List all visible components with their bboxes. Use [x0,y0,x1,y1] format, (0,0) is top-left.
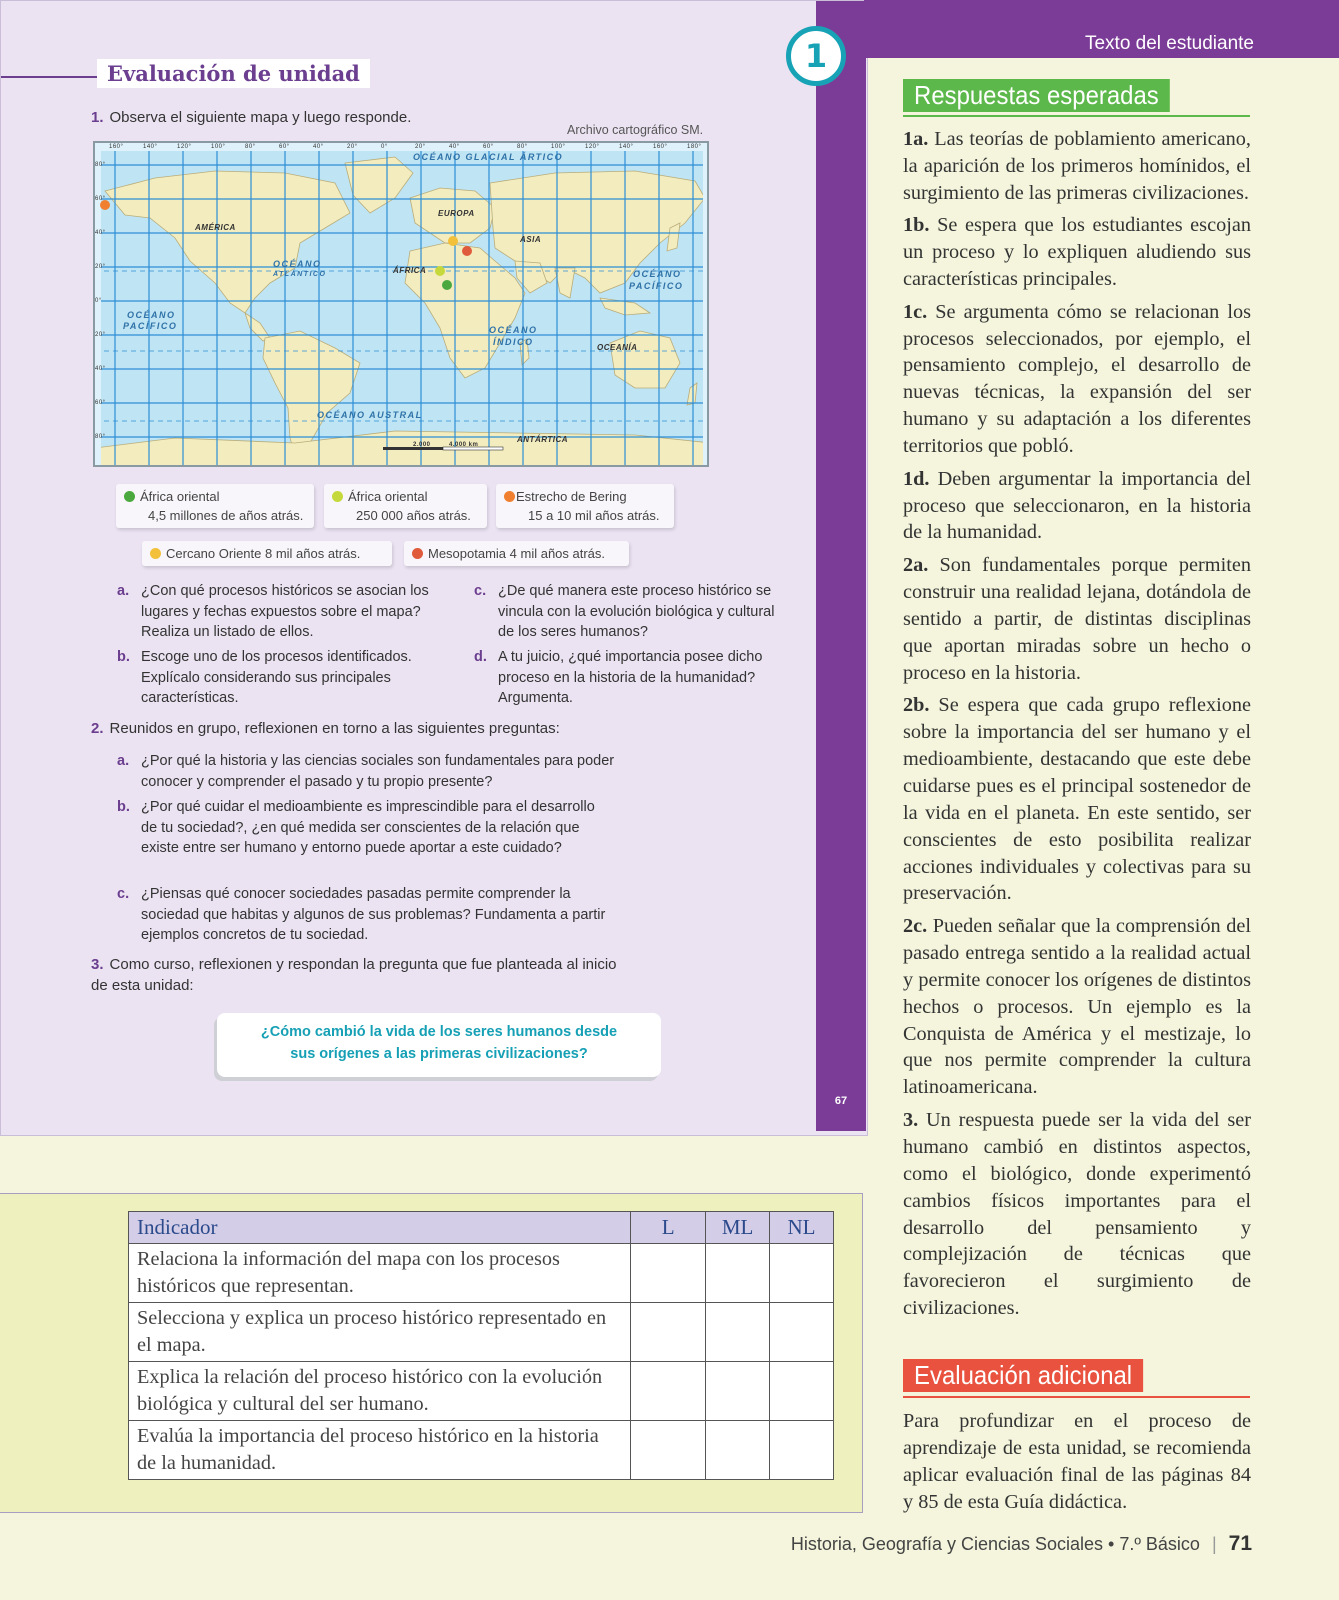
marker-east-africa-250k [435,266,445,276]
legend-bering [496,484,674,528]
rubric-cell-l[interactable] [631,1362,706,1421]
map-label-indian-1: OCÉANO [489,325,538,335]
answer-text: Se espera que los estudiantes escojan un proceso y lo expliquen aludiendo sus características principales. [903,214,1251,291]
guide-header-text: Texto del estudiante [1084,33,1254,54]
lon-tick-label: 40° [313,144,324,150]
map-source: Archivo cartográfico SM. [567,123,704,137]
answer-item [903,466,1251,547]
legend-label: Mesopotamia 4 mil años atrás. [428,546,606,561]
question-text: Observa el siguiente mapa y luego responde. [109,109,412,126]
rubric-cell-l[interactable] [631,1303,706,1362]
rubric-header-nl: NL [770,1212,834,1244]
footer-page-number: 71 [1228,1532,1252,1555]
answer-label: 1a. [903,128,929,150]
lon-tick-label: 100° [211,144,226,150]
question-3 [91,954,631,996]
question-number: 1. [91,109,104,126]
rubric-header-row [129,1212,834,1244]
legend-label: Cercano Oriente 8 mil años atrás. [166,546,361,561]
question-number: 2. [91,720,104,737]
map-label-atlantic-1: OCÉANO [273,259,322,269]
item-text: ¿Por qué la historia y las ciencias sociales son fundamentales para poder conocer y comprender el pasado y tu propio presente? [141,753,615,790]
item-text: ¿De qué manera este proceso histórico se vincula con la evolución biológica y cultural de los seres humanos? [498,583,775,640]
answer-item [903,913,1251,1101]
answer-text: Se argumenta cómo se relacionan los procesos seleccionados, por ejemplo, el pensamiento complejo, el desarrollo de nuevas técnicas, la expansión del ser humano y su adaptación a los diferentes territorios que pobló. [903,300,1251,458]
page-side-band [816,1,866,1131]
question-2c [117,884,621,946]
map-label-antarctica: ANTÁRTICA [517,435,569,444]
rubric-header-ml: ML [706,1212,770,1244]
rubric-header-indicator: Indicador [129,1212,631,1244]
legend-dot-yellow [150,548,161,559]
question-2 [91,718,560,739]
item-text: ¿Piensas qué conocer sociedades pasadas permite comprender la sociedad que habitas y algunos de sus problemas? Fundamenta a partir ejemplos concretos de tu sociedad. [141,886,606,943]
answers-title-rule [903,115,1250,117]
question-text: Reunidos en grupo, reflexionen en torno a las siguientes preguntas: [109,720,560,737]
map-label-austral: OCÉANO AUSTRAL [317,410,423,420]
map-label-indian-2: ÍNDICO [493,337,534,347]
rubric-cell-ml[interactable] [706,1362,770,1421]
item-text: ¿Con qué procesos históricos se asocian los lugares y fechas expuestos sobre el mapa? Realiza un listado de ellos. [141,583,429,640]
lon-tick-label: 120° [177,144,192,150]
answer-item [903,692,1251,907]
lon-tick-label: 80° [517,144,528,150]
rubric-cell-ml[interactable] [706,1421,770,1480]
lon-tick-label: 40° [449,144,460,150]
item-letter: a. [117,753,130,769]
answer-label: 2a. [903,553,929,576]
legend-label: Estrecho de Bering [516,489,627,504]
lon-tick-label: 140° [619,144,634,150]
answer-text: Deben argumentar la importancia del proceso que seleccionaron, en la historia de la humanidad. [903,467,1251,544]
guide-header-bar [864,0,1339,58]
lat-tick-label: 80° [95,434,106,440]
lat-tick-label: 80° [95,162,106,168]
map-label-pacific-west-1: OCÉANO [127,310,176,320]
title-rule [1,76,101,78]
lon-tick-label: 120° [585,144,600,150]
answer-text: Las teorías de poblamiento americano, la aparición de los primeros homínidos, el surgimiento de las primeras civilizaciones. [903,128,1251,204]
map-label-arctic: OCÉANO GLACIAL ÁRTICO [413,152,564,162]
question-text: Como curso, reflexionen y respondan la pregunta que fue planteada al inicio de esta unidad: [91,956,617,994]
legend-east-africa-4-5m [116,484,314,528]
answer-label: 3. [903,1108,919,1131]
lon-tick-label: 0° [381,144,388,150]
answer-item [903,126,1251,207]
rubric-cell-ml[interactable] [706,1244,770,1303]
question-number: 3. [91,956,104,973]
big-question-line-1: ¿Cómo cambió la vida de los seres humanos desde [260,1024,618,1040]
lon-tick-label: 160° [653,144,668,150]
map-scale-end: 4.000 km [449,442,479,448]
item-text: A tu juicio, ¿qué importancia posee dicho proceso en la historia de la humanidad? Argumenta. [498,649,763,706]
footer-separator: | [1211,1534,1217,1554]
lat-tick-label: 40° [95,230,106,236]
rubric-table [128,1211,834,1480]
item-letter: b. [117,649,130,665]
extra-eval-title-rule [903,1396,1250,1398]
item-letter: c. [474,583,487,599]
map-label-europe: EUROPA [438,209,475,218]
answer-text: Un respuesta puede ser la vida del ser humano cambió en distintos aspectos, como el biológico, donde experimentó cambios físicos importantes para el desarrollo del pensamiento y complejización de técnicas que favorecieron el surgimiento de civilizaciones. [903,1108,1251,1320]
legend-dot-red [412,548,423,559]
answer-label: 1b. [903,214,930,237]
item-text: Escoge uno de los procesos identificados. Explícalo considerando sus principales características. [141,649,412,706]
question-2a [117,751,621,792]
map-label-pacific-east-1: OCÉANO [633,269,682,279]
question-1b [117,647,431,709]
legend-dot-lime [332,491,343,502]
map-scale-mid: 2.000 [413,442,431,448]
map-label-africa: ÁFRICA [393,266,427,275]
student-book-page [0,0,868,1136]
answer-item [903,552,1251,687]
question-1 [91,107,411,128]
question-2b [117,797,611,859]
extra-eval-title: Evaluación adicional [903,1359,1143,1392]
map-label-pacific-west-2: PACÍFICO [123,321,178,331]
rubric-indicator: Evalúa la importancia del proceso histórico en la historia de la humanidad. [129,1421,631,1480]
legend-east-africa-250k [324,484,487,528]
lon-tick-label: 20° [415,144,426,150]
evaluation-title: Evaluación de unidad [97,59,370,88]
lat-tick-label: 60° [95,400,106,406]
question-1a [117,581,441,643]
rubric-cell-ml[interactable] [706,1303,770,1362]
marker-east-africa-4-5m [442,280,452,290]
lon-tick-label: 60° [279,144,290,150]
legend-mesopotamia [404,541,629,566]
legend-label: África oriental [348,489,428,504]
rubric-indicator: Relaciona la información del mapa con los procesos históricos que representan. [129,1244,631,1303]
lon-tick-label: 100° [551,144,566,150]
lon-tick-label: 60° [483,144,494,150]
marker-mesopotamia [462,246,472,256]
rubric-cell-nl[interactable] [770,1421,834,1480]
item-letter: a. [117,583,130,599]
answer-text: Se espera que cada grupo reflexione sobre la importancia del ser humano y el medioambiente, destacando que este debe cuidarse pues es el principal sostenedor de la vida en el planeta. En este sentido, ser conscientes de esto posibilita realizar acciones individuales y colectivas para su preservación. [903,694,1252,905]
rubric-cell-l[interactable] [631,1244,706,1303]
rubric-cell-l[interactable] [631,1421,706,1480]
map-right-border [703,143,709,467]
rubric-body [129,1244,834,1480]
answer-label: 2c. [903,914,928,937]
legend-date: 15 a 10 mil años atrás. [528,508,660,523]
item-letter: b. [117,799,130,815]
footer-text: Historia, Geografía y Ciencias Sociales • 7.º Básico [790,1534,1200,1554]
unit-number-badge: 1 [786,26,846,86]
map-label-atlantic-2: ATLÁNTICO [273,271,327,278]
rubric-row [129,1303,834,1362]
student-page-number: 67 [834,1095,848,1107]
rubric-row [129,1362,834,1421]
legend-label: África oriental [140,489,220,504]
rubric-cell-nl[interactable] [770,1244,834,1303]
map-label-america: AMÉRICA [195,223,236,232]
rubric-cell-nl[interactable] [770,1303,834,1362]
rubric-cell-nl[interactable] [770,1362,834,1421]
rubric-indicator: Explica la relación del proceso histórico con la evolución biológica y cultural del ser humano. [129,1362,631,1421]
lon-tick-label: 180° [687,144,702,150]
rubric-header-l: L [631,1212,706,1244]
legend-near-east [142,541,392,566]
legend-date: 250 000 años atrás. [356,508,471,523]
answer-item [903,1107,1251,1322]
lat-tick-label: 0° [95,298,102,304]
map-label-pacific-east-2: PACÍFICO [629,281,684,291]
item-letter: c. [117,886,130,902]
answer-text: Son fundamentales porque permiten construir una realidad lejana, dotándola de sentido a partir, de distintas disciplinas que aportan miradas sobre un hecho o proceso en la historia. [903,553,1251,684]
map-scale-bar [383,447,503,450]
unit-big-question [217,1013,661,1077]
map-label-oceania: OCEANÍA [597,343,638,352]
answer-label: 1c. [903,300,928,323]
legend-dot-orange [504,491,515,502]
lat-tick-label: 20° [95,264,106,270]
question-1d [474,647,763,709]
lat-tick-label: 40° [95,366,106,372]
question-1c [474,581,783,643]
map-label-asia: ASIA [520,235,542,244]
world-map [93,141,709,467]
lon-tick-label: 160° [109,144,124,150]
lat-tick-label: 60° [95,196,106,202]
lon-tick-label: 20° [347,144,358,150]
expected-answers [903,126,1251,1328]
answer-item [903,299,1251,460]
legend-dot-green [124,491,135,502]
land-masses [95,157,709,467]
lon-tick-label: 140° [143,144,158,150]
answer-item [903,212,1251,293]
big-question-line-2: sus orígenes a las primeras civilizaciones? [290,1046,588,1062]
page-footer [791,1532,1252,1556]
answer-label: 2b. [903,694,930,717]
extra-eval-text: Para profundizar en el proceso de aprendizaje de esta unidad, se recomienda aplicar evaluación final de las páginas 84 y 85 de esta Guía didáctica. [903,1410,1251,1513]
rubric-indicator: Selecciona y explica un proceso histórico representado en el mapa. [129,1303,631,1362]
item-letter: d. [474,649,487,665]
lat-tick-label: 20° [95,332,106,338]
rubric-row [129,1421,834,1480]
item-text: ¿Por qué cuidar el medioambiente es imprescindible para el desarrollo de tu sociedad?, ¿en qué medida ser conscientes de la relación que existe entre ser humano y entorno puede aportar a este cuidado? [141,799,595,856]
legend-date: 4,5 millones de años atrás. [148,508,304,523]
answer-text: Pueden señalar que la comprensión del pasado entrega sentido a la realidad actual y permite conocer los orígenes de distintos hechos o procesos. Un ejemplo es la Conquista de América y el mestizaje, lo que nos permite comprender la cultura latinoamericana. [903,914,1251,1099]
lon-tick-label: 80° [245,144,256,150]
rubric-row [129,1244,834,1303]
marker-near-east [448,236,458,246]
answer-label: 1d. [903,467,930,490]
answers-title: Respuestas esperadas [903,79,1170,112]
